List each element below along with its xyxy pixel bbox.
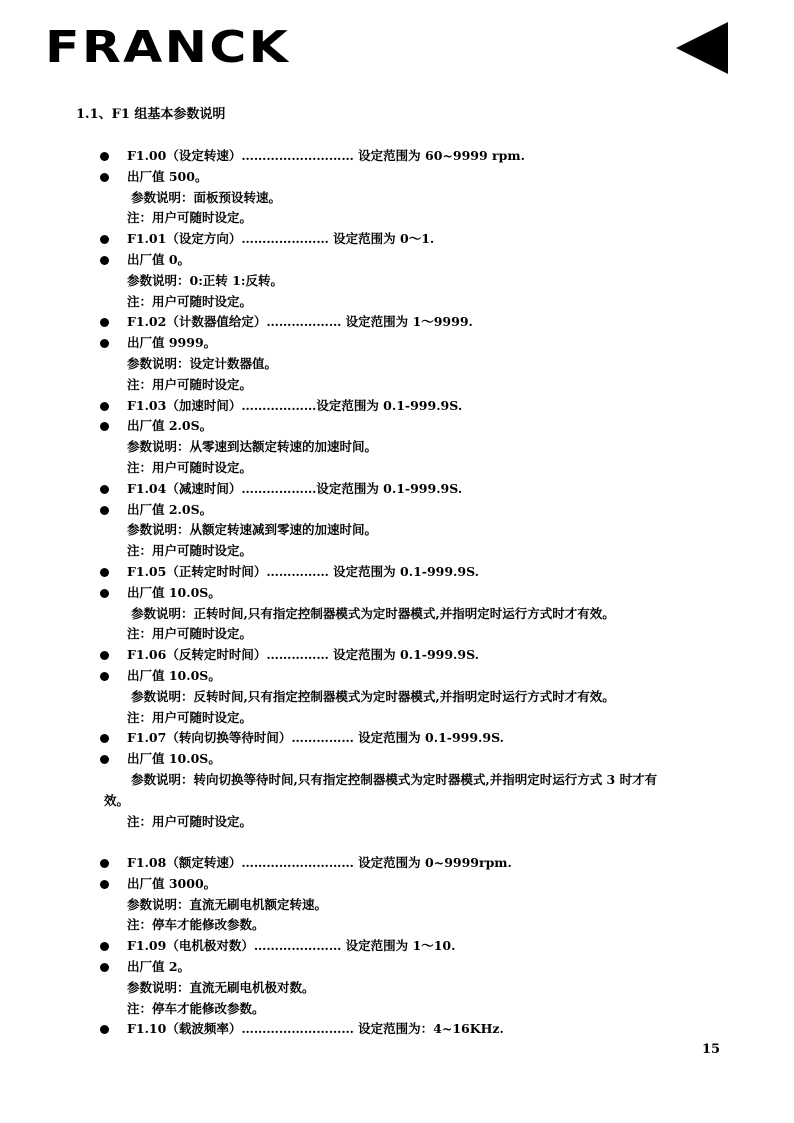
list-item: [0, 728, 794, 749]
line-text: 注：用户可随时设定。: [127, 813, 253, 829]
line-text: 效。: [104, 792, 130, 808]
list-item: [0, 853, 794, 874]
list-text-line: [0, 708, 794, 729]
parameter-list: [0, 146, 794, 1040]
bullet-icon: [100, 568, 109, 577]
line-text: 参数说明：从额定转速减到零速的加速时间。: [127, 522, 378, 538]
list-text-line: [0, 978, 794, 999]
line-text: 出厂值 2。: [127, 959, 191, 975]
line-text: 参数说明：转向切换等待时间,只有指定控制器模式为定时器模式,并指明定时运行方式 3 时才有: [131, 771, 658, 787]
list-item: [0, 333, 794, 354]
list-text-line: [0, 624, 794, 645]
line-text: 出厂值 10.0S。: [127, 751, 221, 767]
list-text-line: [0, 770, 794, 791]
bullet-icon: [100, 755, 109, 764]
line-text: 注：用户可随时设定。: [127, 543, 253, 559]
line-text: 注：停车才能修改参数。: [127, 1000, 265, 1016]
list-text-line: [0, 208, 794, 229]
bullet-icon: [100, 173, 109, 182]
bullet-icon: [100, 485, 109, 494]
list-text-line: [0, 458, 794, 479]
line-text: 注：用户可随时设定。: [127, 210, 253, 226]
list-text-line: [0, 271, 794, 292]
line-text: 出厂值 10.0S。: [127, 584, 221, 600]
line-text: F1.00（设定转速）……………………… 设定范围为 60~9999 rpm.: [127, 148, 525, 163]
line-text: F1.05（正转定时时间）…………… 设定范围为 0.1-999.9S.: [127, 563, 480, 579]
line-text: 注：用户可随时设定。: [127, 293, 253, 309]
line-text: 参数说明：正转时间,只有指定控制器模式为定时器模式,并指明定时运行方式时才有效。: [131, 605, 615, 621]
list-text-line: [0, 812, 794, 833]
list-item: [0, 167, 794, 188]
bullet-icon: [100, 402, 109, 411]
line-text: 注：用户可随时设定。: [127, 376, 253, 392]
list-item: [0, 645, 794, 666]
bullet-icon: [100, 942, 109, 951]
line-text: F1.07（转向切换等待时间）…………… 设定范围为 0.1-999.9S.: [127, 730, 505, 746]
bullet-icon: [100, 318, 109, 327]
list-text-line: [0, 437, 794, 458]
list-text-line: [0, 999, 794, 1020]
list-item: [0, 583, 794, 604]
line-text: 参数说明：设定计数器值。: [127, 355, 278, 371]
line-text: F1.08（额定转速）……………………… 设定范围为 0~9999rpm.: [127, 855, 512, 871]
line-text: 出厂值 9999。: [127, 335, 217, 351]
line-text: F1.01（设定方向）………………… 设定范围为 0～1.: [127, 231, 435, 247]
list-item: [0, 250, 794, 271]
list-item: [0, 479, 794, 500]
list-text-line: [0, 791, 794, 812]
bullet-icon: [100, 506, 109, 515]
list-item: [0, 1019, 794, 1040]
spacer: [0, 832, 794, 853]
bullet-icon: [100, 422, 109, 431]
franck-logo: FRANCK: [45, 22, 291, 73]
list-text-line: [0, 895, 794, 916]
line-text: 注：用户可随时设定。: [127, 626, 253, 642]
list-text-line: [0, 687, 794, 708]
line-text: 参数说明：反转时间,只有指定控制器模式为定时器模式,并指明定时运行方式时才有效。: [131, 688, 615, 704]
line-text: 出厂值 2.0S。: [127, 501, 213, 517]
line-text: 参数说明：从零速到达额定转速的加速时间。: [127, 439, 378, 455]
page-number: 15: [702, 1042, 721, 1057]
line-text: 参数说明：面板预设转速。: [131, 189, 282, 205]
list-item: [0, 874, 794, 895]
line-text: 参数说明：直流无刷电机极对数。: [127, 979, 315, 995]
section-title: 1.1、F1 组基本参数说明: [76, 107, 226, 122]
list-text-line: [0, 915, 794, 936]
list-item: [0, 957, 794, 978]
bullet-icon: [100, 1025, 109, 1034]
list-text-line: [0, 375, 794, 396]
list-item: [0, 312, 794, 333]
list-item: [0, 562, 794, 583]
list-text-line: [0, 292, 794, 313]
bullet-icon: [100, 235, 109, 244]
bullet-icon: [100, 152, 109, 161]
line-text: F1.06（反转定时时间）…………… 设定范围为 0.1-999.9S.: [127, 647, 480, 663]
bullet-icon: [100, 589, 109, 598]
list-text-line: [0, 541, 794, 562]
list-item: [0, 229, 794, 250]
line-text: F1.04（减速时间）………………设定范围为 0.1-999.9S.: [127, 480, 463, 496]
list-item: [0, 666, 794, 687]
bullet-icon: [100, 734, 109, 743]
bullet-icon: [100, 256, 109, 265]
list-item: [0, 396, 794, 417]
list-text-line: [0, 188, 794, 209]
line-text: 参数说明：0:正转 1:反转。: [127, 272, 283, 288]
line-text: F1.10（载波频率）……………………… 设定范围为：4~16KHz.: [127, 1021, 504, 1037]
list-text-line: [0, 354, 794, 375]
bullet-icon: [100, 672, 109, 681]
list-text-line: [0, 520, 794, 541]
line-text: 注：停车才能修改参数。: [127, 917, 265, 933]
list-item: [0, 500, 794, 521]
line-text: 出厂值 2.0S。: [127, 418, 213, 434]
line-text: 注：用户可随时设定。: [127, 709, 253, 725]
list-item: [0, 416, 794, 437]
bullet-icon: [100, 880, 109, 889]
line-text: F1.09（电机极对数）………………… 设定范围为 1～10.: [127, 938, 456, 954]
bullet-icon: [100, 651, 109, 660]
list-item: [0, 146, 794, 167]
bullet-icon: [100, 339, 109, 348]
line-text: 出厂值 10.0S。: [127, 667, 221, 683]
line-text: 出厂值 500。: [127, 168, 208, 184]
bullet-icon: [100, 963, 109, 972]
left-triangle-arrow-icon: [676, 22, 728, 74]
line-text: 出厂值 0。: [127, 251, 191, 267]
bullet-icon: [100, 859, 109, 868]
line-text: F1.03（加速时间）………………设定范围为 0.1-999.9S.: [127, 397, 463, 413]
line-text: 注：用户可随时设定。: [127, 459, 253, 475]
list-item: [0, 936, 794, 957]
line-text: F1.02（计数器值给定）……………… 设定范围为 1～9999.: [127, 314, 473, 330]
line-text: 出厂值 3000。: [127, 875, 217, 891]
list-text-line: [0, 604, 794, 625]
line-text: 参数说明：直流无刷电机额定转速。: [127, 896, 328, 912]
list-item: [0, 749, 794, 770]
